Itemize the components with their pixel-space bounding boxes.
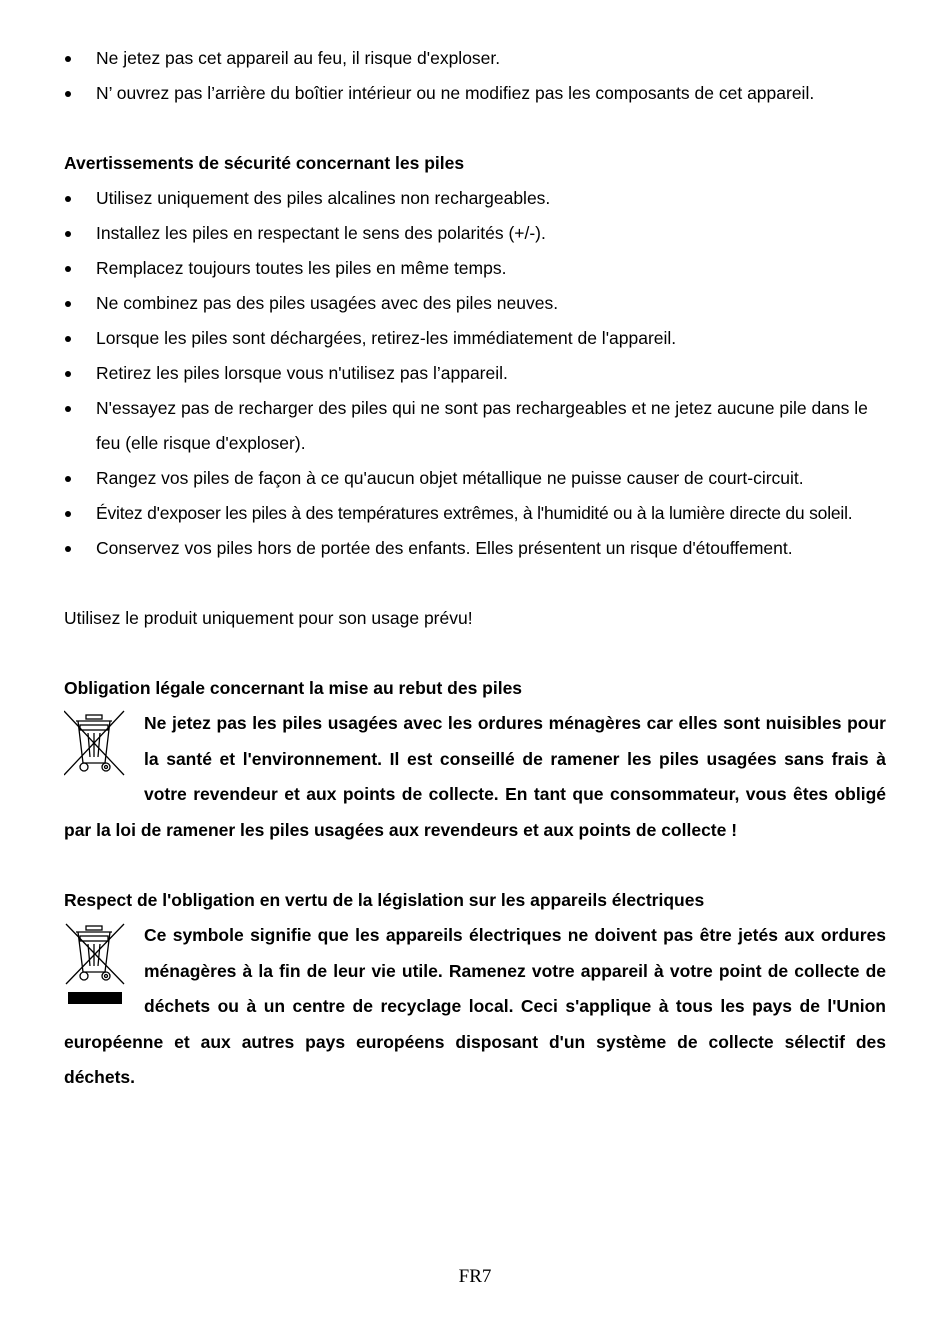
list-item: N'essayez pas de recharger des piles qui ne sont pas rechargeables et ne jetez aucune pile dans le feu (elle risque d'exploser). [64,391,886,461]
bullet-dot [65,406,71,412]
list-item: Lorsque les piles sont déchargées, retirez-les immédiatement de l'appareil. [64,321,886,356]
intro-bullet-list [64,41,886,111]
list-item: Installez les piles en respectant le sens des polarités (+/-). [64,216,886,251]
bullet-dot [65,91,71,97]
list-item: Ne jetez pas cet appareil au feu, il risque d'exploser. [64,41,886,76]
weee-crossed-bin-icon [64,918,128,1014]
list-item: Rangez vos piles de façon à ce qu'aucun objet métallique ne puisse causer de court-circuit. [64,461,886,496]
crossed-bin-icon [64,709,128,779]
list-item: Évitez d'exposer les piles à des températures extrêmes, à l'humidité ou à la lumière directe du soleil. [64,496,886,531]
list-item: Retirez les piles lorsque vous n'utilisez pas l’appareil. [64,356,886,391]
battery-disposal-heading: Obligation légale concernant la mise au rebut des piles [64,678,523,698]
battery-warnings-heading: Avertissements de sécurité concernant les piles [64,153,465,173]
bullet-dot [65,301,71,307]
bullet-dot [65,371,71,377]
page-number: FR7 [458,1266,492,1287]
bullet-dot [65,476,71,482]
battery-disposal-block [64,706,886,848]
bullet-dot [65,196,71,202]
weee-text: Ce symbole signifie que les appareils électriques ne doivent pas être jetés aux ordures ménagères à la fin de leur vie utile. Ramenez votre appareil à votre point de collecte de déchets ou à un centre de recyclage local. Ceci s'applique à tous les pays de l'Union européenne et aux autres pays européens disposant d'un système de collecte sélectif des déchets. [64,925,886,1087]
document-page [64,0,886,1096]
bullet-dot [65,336,71,342]
list-item: Ne combinez pas des piles usagées avec des piles neuves. [64,286,886,321]
bullet-dot [65,546,71,552]
bullet-dot [65,511,71,517]
bullet-dot [65,56,71,62]
battery-disposal-text: Ne jetez pas les piles usagées avec les ordures ménagères car elles sont nuisibles pour la santé et l'environnement. Il est conseillé de ramener les piles usagées sans frais à votre revendeur et aux points de collecte. En tant que consommateur, vous êtes obligé par la loi de ramener les piles usagées aux revendeurs et aux points de collecte ! [64,713,886,840]
weee-block [64,918,886,1096]
bullet-dot [65,266,71,272]
list-item: N’ ouvrez pas l’arrière du boîtier intérieur ou ne modifiez pas les composants de cet appareil. [64,76,886,111]
usage-note: Utilisez le produit uniquement pour son usage prévu! [64,608,473,628]
list-item: Utilisez uniquement des piles alcalines non rechargeables. [64,181,886,216]
weee-heading: Respect de l'obligation en vertu de la législation sur les appareils électriques [64,890,705,910]
battery-bullet-list [64,181,886,566]
bullet-dot [65,231,71,237]
list-item: Remplacez toujours toutes les piles en même temps. [64,251,886,286]
list-item: Conservez vos piles hors de portée des enfants. Elles présentent un risque d'étouffement. [64,531,886,566]
